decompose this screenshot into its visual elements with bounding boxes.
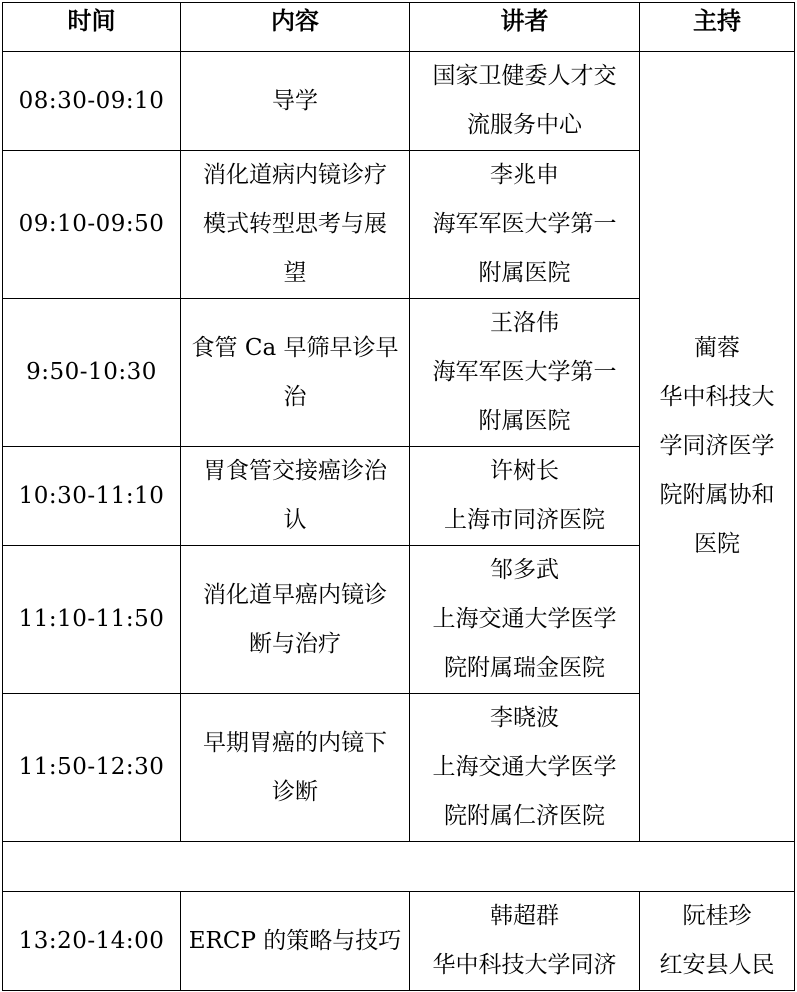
header-time: 时间	[3, 3, 181, 52]
time-cell: 08:30-09:10	[3, 52, 181, 151]
host-cell: 蔺蓉 华中科技大 学同济医学 院附属协和 医院	[640, 52, 795, 842]
content-cell: 早期胃癌的内镜下 诊断	[181, 694, 410, 842]
speaker-cell: 国家卫健委人才交 流服务中心	[410, 52, 640, 151]
speaker-cell: 许树长 上海市同济医院	[410, 447, 640, 546]
time-cell: 11:10-11:50	[3, 546, 181, 694]
content-cell: 导学	[181, 52, 410, 151]
time-cell: 09:10-09:50	[3, 151, 181, 299]
host-cell: 阮桂珍 红安县人民	[640, 892, 795, 991]
time-cell: 13:20-14:00	[3, 892, 181, 991]
break-cell	[3, 842, 795, 892]
content-cell: 食管 Ca 早筛早诊早 治	[181, 299, 410, 447]
break-row	[3, 842, 795, 892]
time-cell: 10:30-11:10	[3, 447, 181, 546]
content-cell: ERCP 的策略与技巧	[181, 892, 410, 991]
header-row	[3, 3, 795, 52]
content-cell: 消化道病内镜诊疗 模式转型思考与展 望	[181, 151, 410, 299]
time-cell: 9:50-10:30	[3, 299, 181, 447]
header-host: 主持	[640, 3, 795, 52]
header-speaker: 讲者	[410, 3, 640, 52]
content-cell: 消化道早癌内镜诊 断与治疗	[181, 546, 410, 694]
speaker-cell: 李晓波 上海交通大学医学 院附属仁济医院	[410, 694, 640, 842]
speaker-cell: 邹多武 上海交通大学医学 院附属瑞金医院	[410, 546, 640, 694]
speaker-cell: 王洛伟 海军军医大学第一 附属医院	[410, 299, 640, 447]
table-row	[3, 892, 795, 991]
speaker-cell: 李兆申 海军军医大学第一 附属医院	[410, 151, 640, 299]
time-cell: 11:50-12:30	[3, 694, 181, 842]
speaker-cell: 韩超群 华中科技大学同济	[410, 892, 640, 991]
table-row	[3, 52, 795, 151]
header-content: 内容	[181, 3, 410, 52]
schedule-table	[2, 2, 795, 991]
content-cell: 胃食管交接癌诊治 认	[181, 447, 410, 546]
